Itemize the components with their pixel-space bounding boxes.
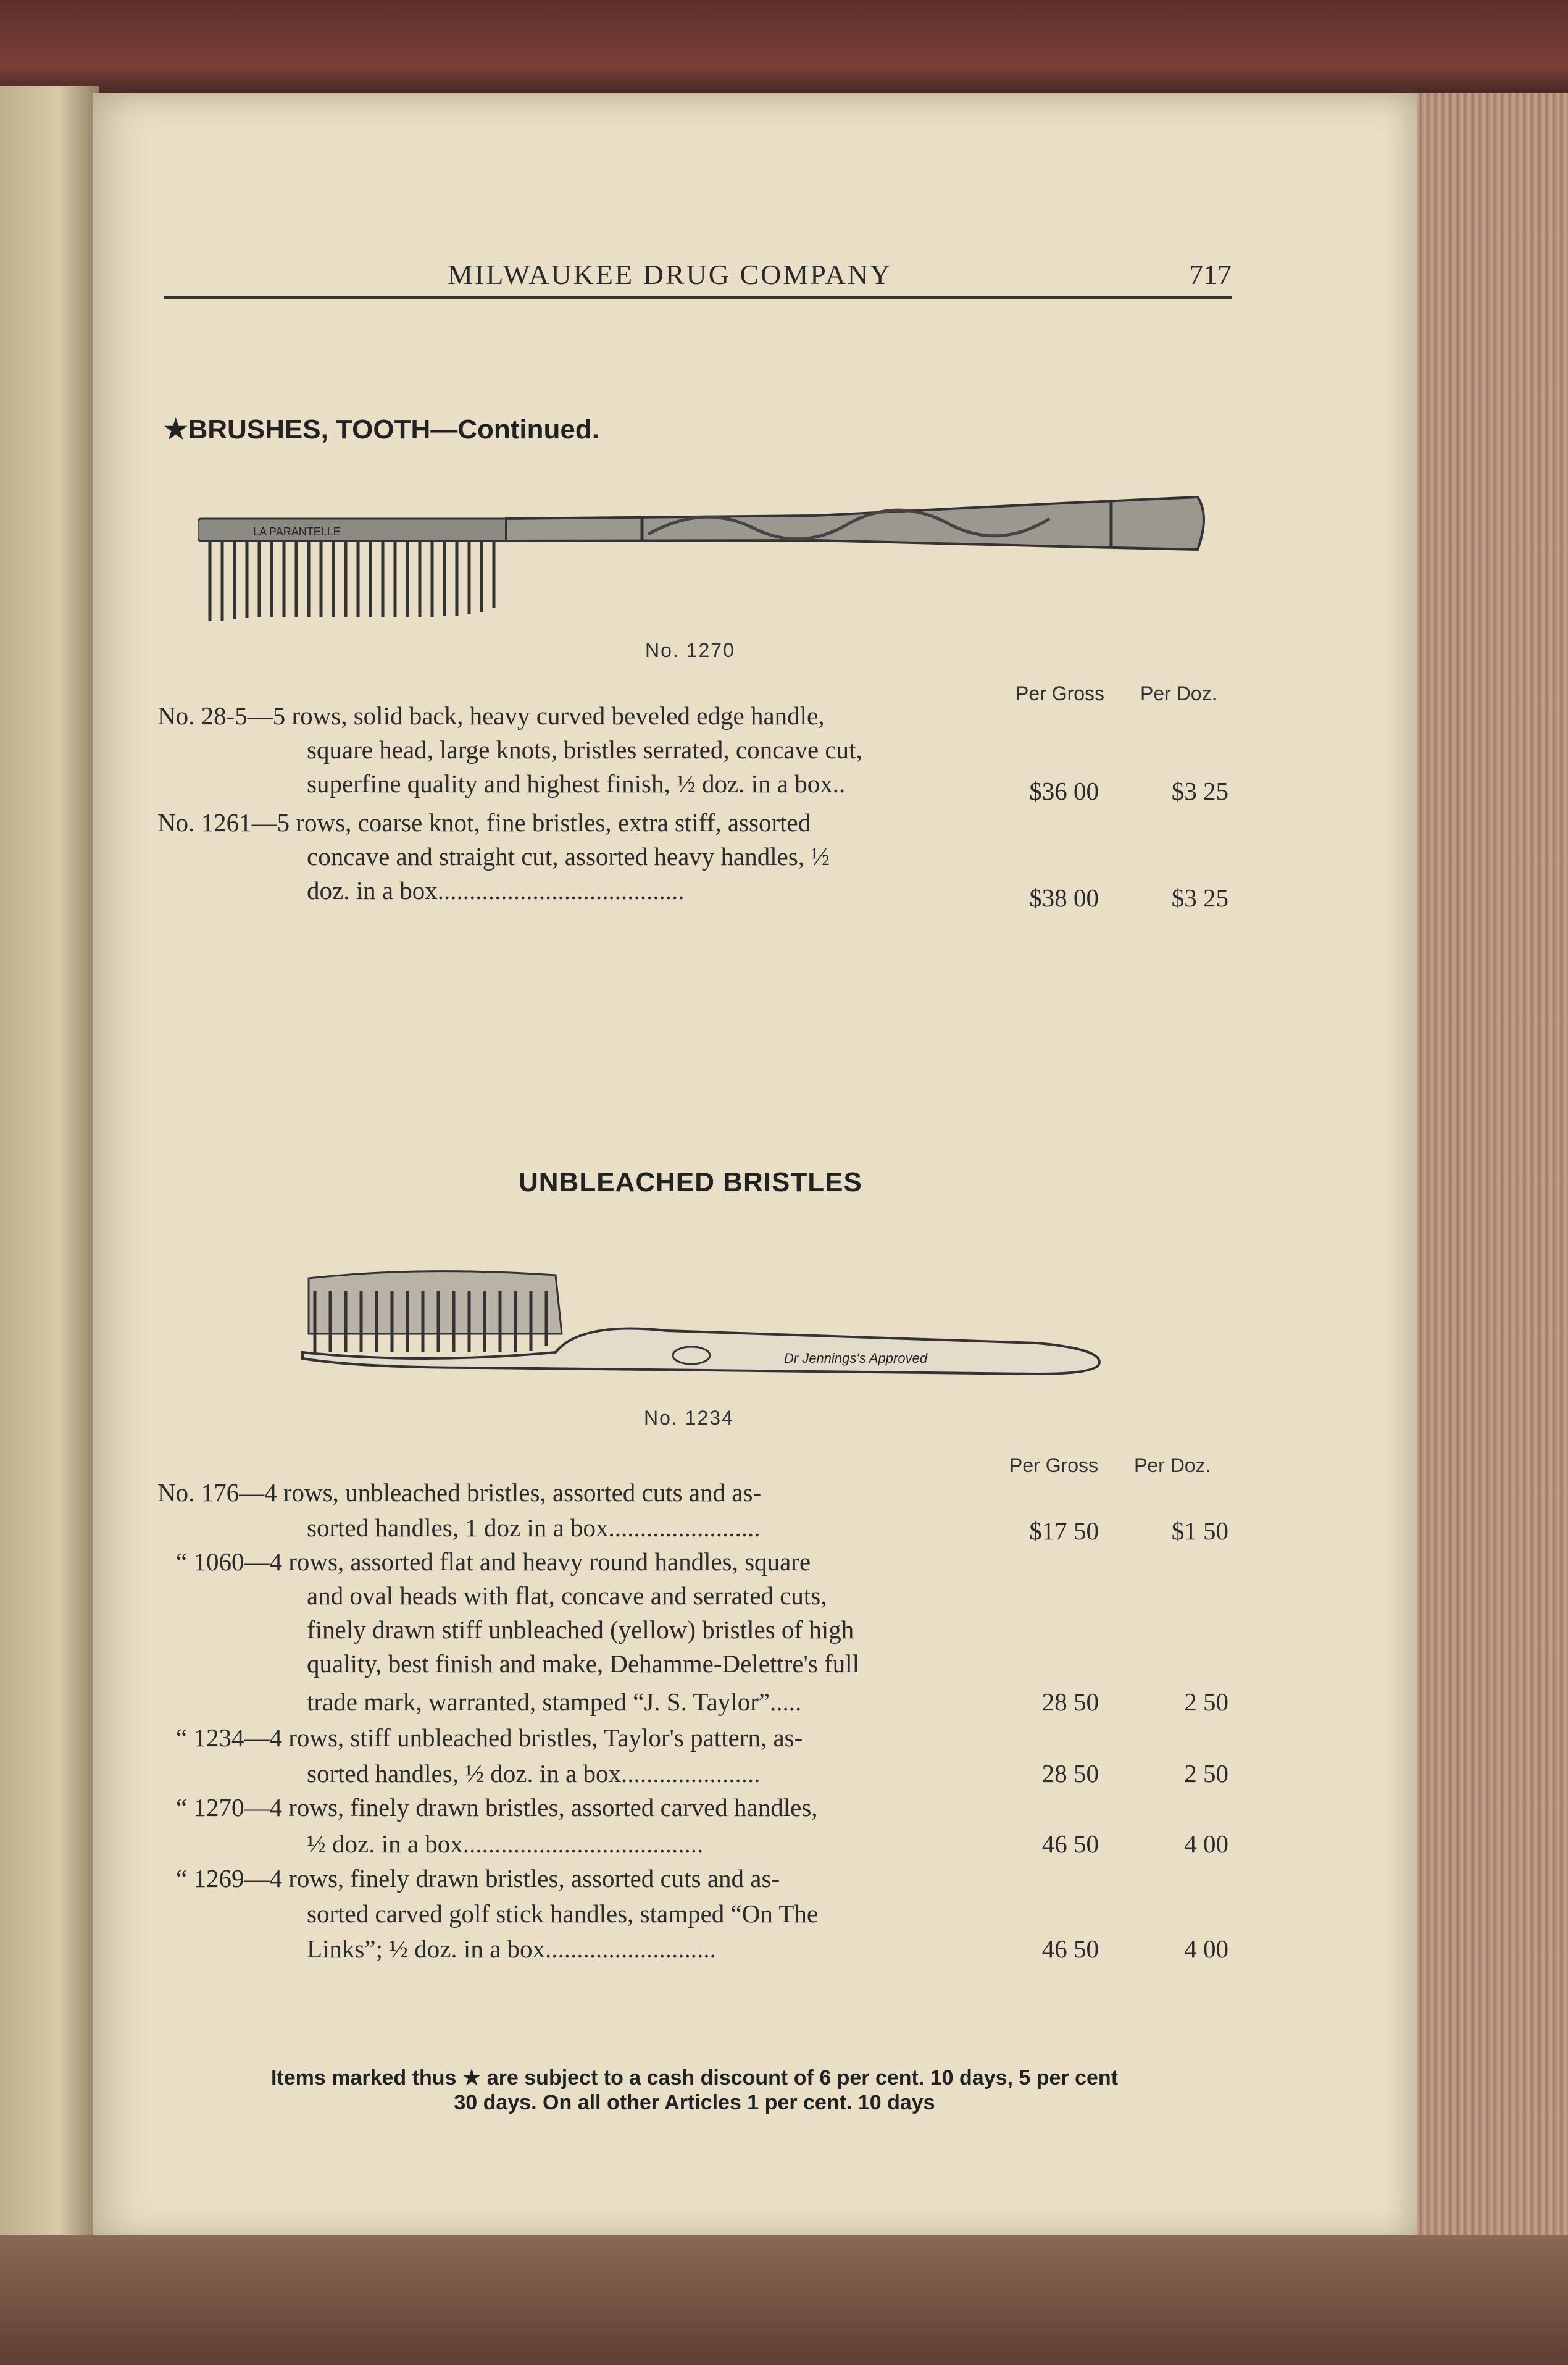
figure-caption-1234: No. 1234: [644, 1407, 734, 1429]
item-line: doz. in a box.......................................: [307, 876, 685, 905]
price-per-gross: 28 50: [1041, 1759, 1099, 1788]
brush-imprint: Dr Jennings's Approved: [784, 1350, 928, 1366]
item-line: “ 1060—4 rows, assorted flat and heavy round handles, square: [176, 1547, 811, 1576]
item-line: sorted carved golf stick handles, stamped “On The: [307, 1899, 819, 1928]
facing-page-edge: [0, 86, 99, 2260]
price-per-doz: 2 50: [1184, 1759, 1228, 1788]
price-per-gross: 46 50: [1041, 1935, 1099, 1963]
item-line: quality, best finish and make, Dehamme-Delettre's full: [307, 1649, 860, 1678]
figure-caption-1270: No. 1270: [645, 639, 735, 661]
section-title-unbleached: UNBLEACHED BRISTLES: [519, 1167, 862, 1197]
item-line: No. 176—4 rows, unbleached bristles, assorted cuts and as-: [157, 1478, 762, 1507]
col-header-per-doz: Per Doz.: [1134, 1454, 1211, 1476]
brush-imprint: LA PARANTELLE: [253, 525, 341, 538]
item-line: “ 1269—4 rows, finely drawn bristles, assorted cuts and as-: [176, 1864, 780, 1893]
item-line: trade mark, warranted, stamped “J. S. Taylor”.....: [307, 1688, 802, 1716]
item-line: ½ doz. in a box......................................: [307, 1830, 704, 1858]
item-line: “ 1270—4 rows, finely drawn bristles, assorted carved handles,: [176, 1793, 818, 1822]
page-number: 717: [1189, 259, 1232, 290]
book-binding-top: [0, 0, 1568, 93]
price-per-gross: $36 00: [1029, 777, 1099, 805]
page-fore-edge: [1414, 93, 1568, 2254]
price-per-doz: 4 00: [1184, 1830, 1228, 1858]
footnote-line-1: Items marked thus ★ are subject to a cash discount of 6 per cent. 10 days, 5 per cent: [270, 2066, 1119, 2090]
star-icon: ★: [164, 414, 188, 445]
price-per-doz: $3 25: [1171, 884, 1228, 912]
price-per-doz: $3 25: [1171, 777, 1228, 805]
section-title-brushes: [164, 414, 599, 445]
price-per-doz: 2 50: [1184, 1688, 1228, 1716]
item-line: finely drawn stiff unbleached (yellow) bristles of high: [307, 1615, 854, 1644]
section-title-text: BRUSHES, TOOTH—Continued.: [188, 414, 599, 445]
price-per-gross: 46 50: [1041, 1830, 1099, 1858]
item-line: sorted handles, ½ doz. in a box......................: [307, 1759, 761, 1788]
item-line: sorted handles, 1 doz in a box........................: [307, 1513, 761, 1542]
item-line: No. 28-5—5 rows, solid back, heavy curved beveled edge handle,: [157, 701, 825, 730]
price-per-gross: 28 50: [1041, 1688, 1099, 1716]
col-header-per-doz: Per Doz.: [1140, 682, 1217, 705]
item-line: square head, large knots, bristles serrated, concave cut,: [307, 735, 862, 764]
item-line: superfine quality and highest finish, ½ doz. in a box..: [307, 769, 846, 798]
item-line: No. 1261—5 rows, coarse knot, fine bristles, extra stiff, assorted: [157, 808, 811, 837]
toothbrush-illustration-1234: [296, 1260, 1111, 1377]
item-line: Links”; ½ doz. in a box...........................: [307, 1935, 716, 1963]
col-header-per-gross: Per Gross: [1009, 1454, 1099, 1476]
footnote-line-2: 30 days. On all other Articles 1 per cent. 10 days: [454, 2091, 935, 2114]
discount-footnote: [157, 2066, 1232, 2115]
running-title: MILWAUKEE DRUG COMPANY: [448, 259, 893, 290]
item-line: “ 1234—4 rows, stiff unbleached bristles, Taylor's pattern, as-: [176, 1723, 803, 1752]
item-line: and oval heads with flat, concave and serrated cuts,: [307, 1581, 827, 1610]
item-line: concave and straight cut, assorted heavy handles, ½: [307, 842, 830, 871]
price-per-gross: $38 00: [1029, 884, 1099, 912]
toothbrush-illustration-1270: [198, 491, 1210, 633]
book-bottom-edge: [0, 2235, 1568, 2365]
price-per-gross: $17 50: [1029, 1517, 1099, 1545]
price-per-doz: 4 00: [1184, 1935, 1228, 1963]
price-per-doz: $1 50: [1171, 1517, 1228, 1545]
col-header-per-gross: Per Gross: [1015, 682, 1105, 705]
running-header: [164, 253, 1232, 299]
